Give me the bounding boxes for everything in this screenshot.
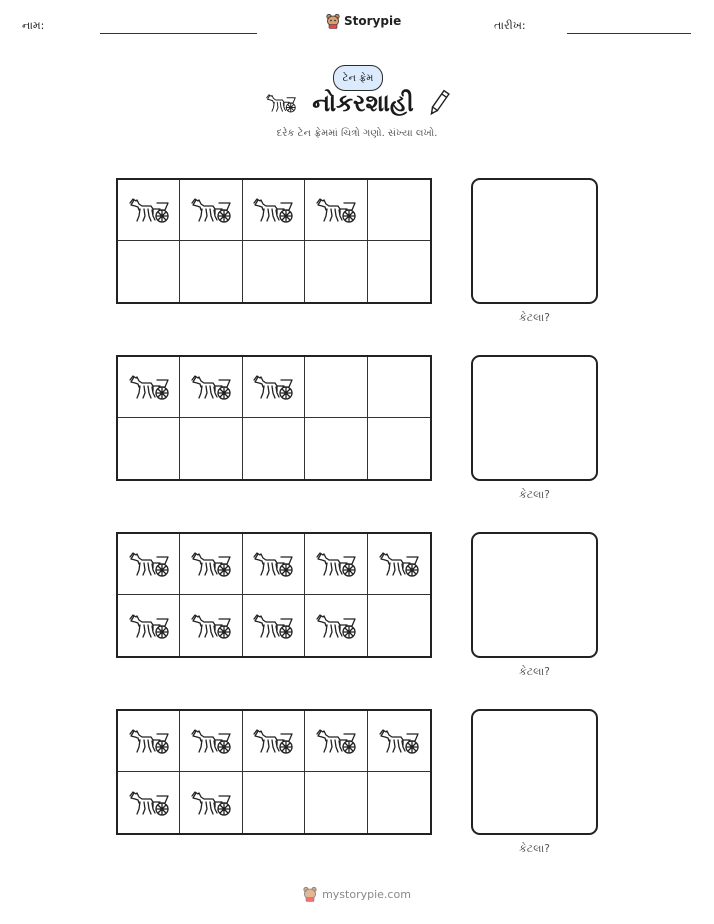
frame-cell xyxy=(180,180,242,241)
answer-box-3[interactable] xyxy=(471,532,598,658)
frame-cell xyxy=(368,418,430,479)
frame-cell xyxy=(118,595,180,656)
storypie-mascot-icon xyxy=(326,13,340,29)
horse-chariot-icon xyxy=(251,610,295,642)
ten-frame-1 xyxy=(116,178,432,304)
date-label: તારીખ: xyxy=(494,19,526,32)
horse-chariot-icon xyxy=(314,725,358,757)
frame-cell xyxy=(305,180,367,241)
worksheet-type-badge: ટેન ફ્રેમ xyxy=(333,65,383,91)
frame-cell xyxy=(305,357,367,418)
horse-chariot-icon xyxy=(314,610,358,642)
frame-cell xyxy=(368,241,430,302)
frame-cell xyxy=(243,711,305,772)
how-many-label-4: કેટલા? xyxy=(518,842,551,855)
horse-chariot-icon xyxy=(251,371,295,403)
how-many-label-1: કેટલા? xyxy=(518,311,551,324)
horse-chariot-icon xyxy=(127,194,171,226)
title-row xyxy=(0,88,714,118)
horse-chariot-icon xyxy=(127,787,171,819)
answer-box-4[interactable] xyxy=(471,709,598,835)
horse-chariot-icon xyxy=(189,725,233,757)
horse-chariot-icon xyxy=(314,548,358,580)
horse-chariot-icon xyxy=(127,371,171,403)
frame-cell xyxy=(368,534,430,595)
horse-chariot-icon xyxy=(377,548,421,580)
pencil-icon xyxy=(428,88,450,118)
frame-cell xyxy=(243,418,305,479)
horse-chariot-icon xyxy=(189,787,233,819)
frame-cell xyxy=(180,357,242,418)
frame-cell xyxy=(368,595,430,656)
how-many-label-3: કેટલા? xyxy=(518,665,551,678)
frame-cell xyxy=(118,534,180,595)
frame-cell xyxy=(180,534,242,595)
horse-chariot-icon xyxy=(127,548,171,580)
frame-cell xyxy=(180,595,242,656)
frame-cell xyxy=(180,418,242,479)
frame-cell xyxy=(180,711,242,772)
horse-chariot-icon xyxy=(314,194,358,226)
frame-cell xyxy=(368,772,430,833)
frame-cell xyxy=(368,180,430,241)
horse-chariot-icon xyxy=(377,725,421,757)
horse-chariot-icon xyxy=(251,194,295,226)
storypie-mascot-icon xyxy=(303,886,317,902)
frame-cell xyxy=(243,772,305,833)
horse-chariot-icon xyxy=(127,725,171,757)
frame-cell xyxy=(305,772,367,833)
horse-chariot-icon xyxy=(189,194,233,226)
name-line[interactable] xyxy=(100,33,257,34)
frame-cell xyxy=(368,711,430,772)
frame-cell xyxy=(118,180,180,241)
frame-cell xyxy=(118,357,180,418)
frame-cell xyxy=(243,180,305,241)
frame-cell xyxy=(243,534,305,595)
frame-cell xyxy=(180,772,242,833)
page-title: નોકરશાહી xyxy=(312,89,414,117)
frame-cell xyxy=(118,772,180,833)
frame-cell xyxy=(243,357,305,418)
name-label: નામ: xyxy=(22,19,45,32)
ten-frame-3 xyxy=(116,532,432,658)
frame-cell xyxy=(118,418,180,479)
answer-box-2[interactable] xyxy=(471,355,598,481)
footer-url: mystorypie.com xyxy=(322,887,411,901)
frame-cell xyxy=(305,711,367,772)
frame-cell xyxy=(368,357,430,418)
brand-name: Storypie xyxy=(344,14,402,28)
frame-cell xyxy=(118,241,180,302)
frame-cell xyxy=(180,241,242,302)
frame-cell xyxy=(305,534,367,595)
frame-cell xyxy=(243,595,305,656)
ten-frame-4 xyxy=(116,709,432,835)
frame-cell xyxy=(305,241,367,302)
instructions: દરેક ટેન ફ્રેમમાં ચિત્રો ગણો. સંખ્યા લખો. xyxy=(276,128,438,139)
frame-cell xyxy=(305,595,367,656)
frame-cell xyxy=(243,241,305,302)
horse-chariot-icon xyxy=(127,610,171,642)
horse-chariot-icon xyxy=(189,610,233,642)
frame-cell xyxy=(305,418,367,479)
horse-chariot-icon xyxy=(189,548,233,580)
how-many-label-2: કેટલા? xyxy=(518,488,551,501)
answer-box-1[interactable] xyxy=(471,178,598,304)
horse-chariot-icon xyxy=(251,548,295,580)
frame-cell xyxy=(118,711,180,772)
ten-frame-2 xyxy=(116,355,432,481)
footer xyxy=(0,886,714,902)
brand-logo xyxy=(326,13,401,29)
horse-chariot-icon xyxy=(189,371,233,403)
horse-chariot-icon xyxy=(251,725,295,757)
horse-chariot-icon xyxy=(264,91,298,115)
date-line[interactable] xyxy=(567,33,691,34)
